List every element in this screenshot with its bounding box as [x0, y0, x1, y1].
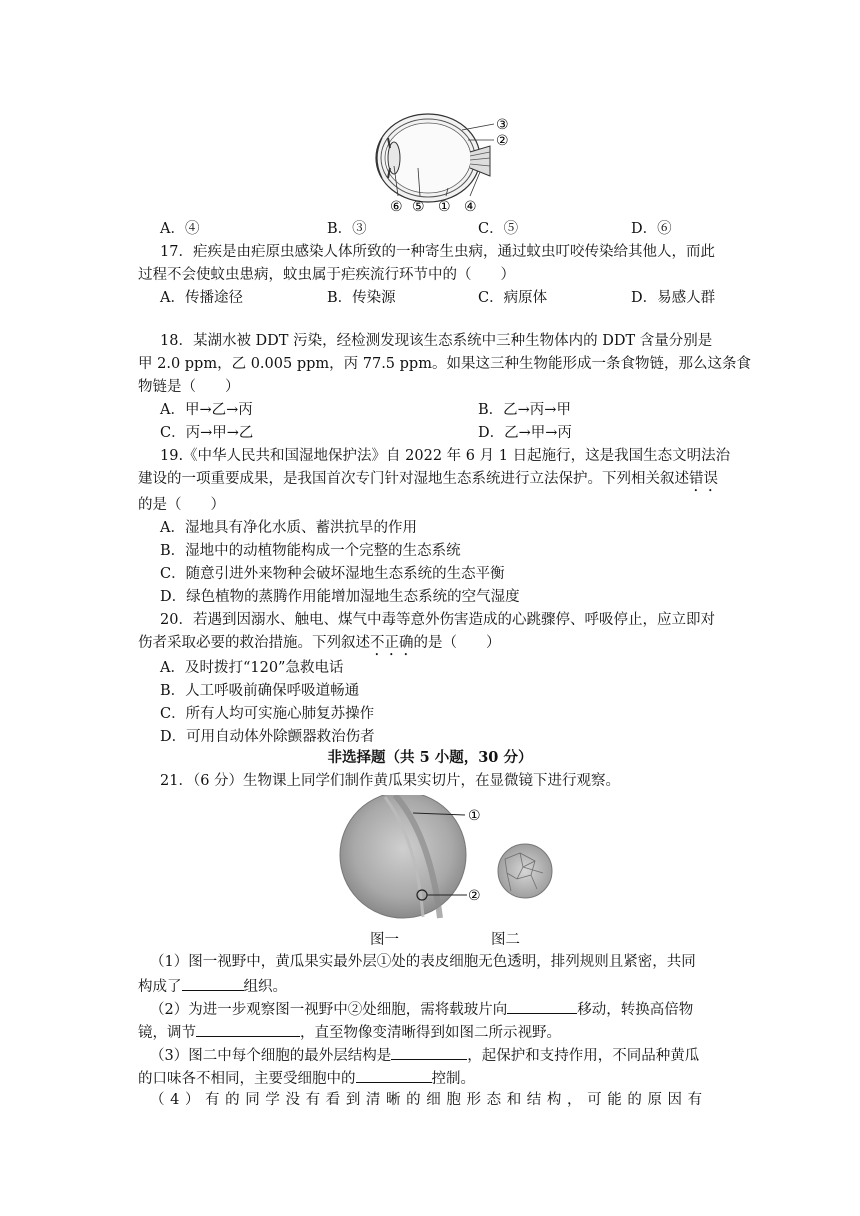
- q20-option-a[interactable]: A．及时拨打“120”急救电话: [160, 660, 344, 676]
- q21-part1-blank[interactable]: [182, 974, 244, 991]
- q20-emphasis-word: 不正确: [370, 635, 414, 651]
- q16-option-c[interactable]: C．⑤: [478, 221, 519, 237]
- q18-stem-line3: 物链是（ ）: [138, 379, 240, 395]
- figure-2-caption: 图二: [491, 932, 520, 948]
- q18-option-c[interactable]: C．丙→甲→乙: [160, 425, 254, 441]
- q21-part2-blank-1[interactable]: [507, 997, 577, 1014]
- q20-option-d[interactable]: D．可用自动体外除颤器救治伤者: [160, 729, 375, 745]
- q19-emphasis-word: 错误: [689, 471, 718, 487]
- q17-option-b[interactable]: B．传染源: [327, 290, 396, 306]
- q21-part2-text-c: 镜，调节: [138, 1025, 196, 1041]
- figure-label-1: ①: [468, 808, 481, 824]
- q21-part3-text-b: ，起保护和支持作用，不同品种黄瓜: [467, 1048, 700, 1064]
- q21-part3-blank-2[interactable]: [356, 1066, 432, 1083]
- q18-stem-line1: 18．某湖水被 DDT 污染，经检测发现该生态系统中三种生物体内的 DDT 含量分别是: [160, 333, 713, 349]
- q21-part1-line2: [138, 974, 287, 998]
- q20-stem-line1: 20．若遇到因溺水、触电、煤气中毒等意外伤害造成的心跳骤停、呼吸停止，应立即对: [160, 612, 715, 628]
- q20-option-b[interactable]: B．人工呼吸前确保呼吸道畅通: [160, 683, 360, 699]
- q19-option-a[interactable]: A．湿地具有净化水质、蓄洪抗旱的作用: [160, 520, 417, 536]
- q21-part4-line1: （ 4 ） 有 的 同 学 没 有 看 到 清 晰 的 细 胞 形 态 和 结 构 ， 可 能 的 原 因 有: [150, 1092, 703, 1108]
- q17-stem-line1: 17．疟疾是由疟原虫感染人体所致的一种寄生虫病，通过蚊虫叮咬传染给其他人，而此: [160, 244, 715, 260]
- q21-stem: 21．（6 分）生物课上同学们制作黄瓜果实切片，在显微镜下进行观察。: [160, 773, 621, 789]
- q20-stem-line2-tail: 的是（ ）: [413, 635, 501, 651]
- eye-label-1: ①: [438, 199, 451, 215]
- q21-part2-text-b: 移动，转换高倍物: [577, 1002, 694, 1018]
- q17-option-a[interactable]: A．传播途径: [160, 290, 243, 306]
- q17-option-d[interactable]: D．易感人群: [631, 290, 716, 306]
- figure-1-caption: 图一: [370, 932, 399, 948]
- q16-option-d[interactable]: D．⑥: [631, 221, 672, 237]
- q21-part3-text-a: （3）图二中每个细胞的最外层结构是: [150, 1048, 392, 1064]
- q21-part1-text-a: 构成了: [138, 979, 182, 995]
- q21-part3-text-c: 的口味各不相同，主要受细胞中的: [138, 1071, 356, 1087]
- section-title: 非选择题（共 5 小题，30 分）: [327, 749, 533, 766]
- q18-option-a[interactable]: A．甲→乙→丙: [160, 402, 253, 418]
- q21-part1-line1: （1）图一视野中，黄瓜果实最外层①处的表皮细胞无色透明，排列规则且紧密，共同: [150, 954, 696, 970]
- q19-stem-line2: [138, 468, 718, 495]
- q21-part2-blank-2[interactable]: [196, 1020, 300, 1037]
- q21-part3-line1: [150, 1043, 699, 1067]
- q20-stem-line2-text: 伤者采取必要的救治措施。下列叙述: [138, 635, 370, 651]
- q21-part3-blank-1[interactable]: [391, 1043, 467, 1060]
- q21-part1-text-b: 组织。: [243, 979, 287, 995]
- figure-2-view: [498, 844, 552, 898]
- q20-option-c[interactable]: C．所有人均可实施心肺复苏操作: [160, 706, 375, 722]
- q16-option-a[interactable]: A．④: [160, 221, 200, 237]
- eye-diagram: [370, 108, 520, 216]
- q21-part2-line2: [138, 1020, 561, 1044]
- q17-stem-line2: 过程不会使蚊虫患病，蚊虫属于疟疾流行环节中的（ ）: [138, 267, 515, 283]
- q21-part2-text-d: ，直至物像变清晰得到如图二所示视野。: [300, 1025, 561, 1041]
- q19-stem-line1: 19.《中华人民共和国湿地保护法》自 2022 年 6 月 1 日起施行，这是我国生态文明法治: [160, 448, 731, 464]
- q21-part2-text-a: （2）为进一步观察图一视野中②处细胞，需将载玻片向: [150, 1002, 508, 1018]
- q19-stem-line2-text: 建设的一项重要成果，是我国首次专门针对湿地生态系统进行立法保护。下列相关叙述: [138, 471, 689, 487]
- q18-option-d[interactable]: D．乙→甲→丙: [478, 425, 572, 441]
- q19-option-b[interactable]: B．湿地中的动植物能构成一个完整的生态系统: [160, 543, 461, 559]
- eye-label-2: ②: [496, 133, 509, 149]
- figure-1-view: [340, 795, 466, 918]
- microscope-figures: [335, 795, 565, 920]
- q21-part3-text-d: 控制。: [431, 1071, 475, 1087]
- q18-stem-line2: 甲 2.0 ppm，乙 0.005 ppm，丙 77.5 ppm。如果这三种生物能形成一条食物链，那么这条食: [138, 356, 751, 372]
- q19-option-c[interactable]: C．随意引进外来物种会破坏湿地生态系统的生态平衡: [160, 566, 505, 582]
- eye-label-4: ④: [464, 199, 477, 215]
- q16-option-b[interactable]: B．③: [327, 221, 367, 237]
- figure-label-2: ②: [468, 888, 481, 904]
- eye-label-5: ⑤: [412, 199, 425, 215]
- q17-option-c[interactable]: C．病原体: [478, 290, 548, 306]
- q19-option-d[interactable]: D．绿色植物的蒸腾作用能增加湿地生态系统的空气湿度: [160, 589, 520, 605]
- q19-stem-line3: 的是（ ）: [138, 497, 225, 513]
- q20-stem-line2: [138, 632, 501, 659]
- eye-label-6: ⑥: [390, 199, 403, 215]
- q18-option-b[interactable]: B．乙→丙→甲: [478, 402, 571, 418]
- q21-part2-line1: [150, 997, 693, 1021]
- eye-label-3: ③: [496, 117, 509, 133]
- q21-part3-line2: [138, 1066, 475, 1090]
